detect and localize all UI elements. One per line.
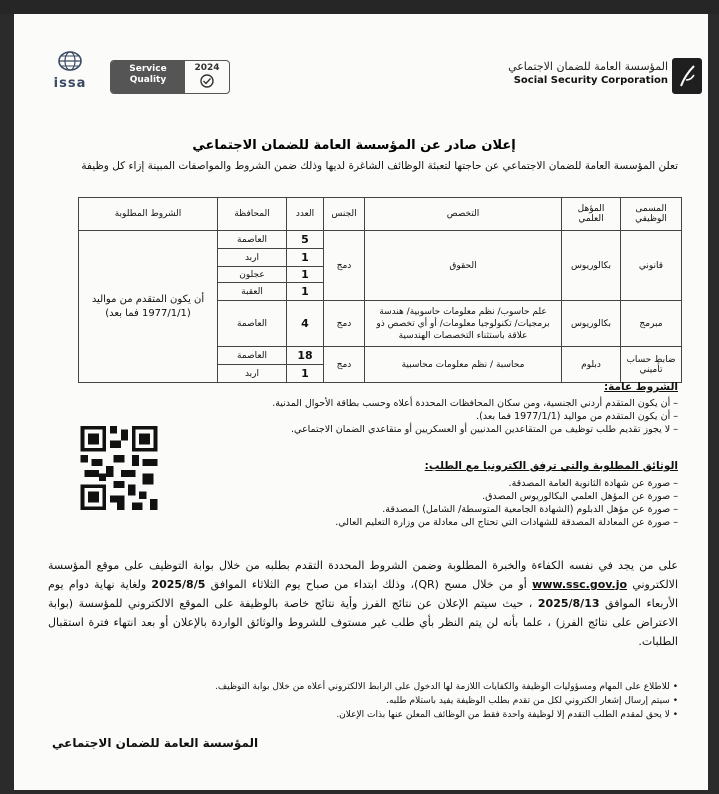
- documents-heading: الوثائق المطلوبة والتي ترفق الكترونيا مع الطلب:: [424, 460, 678, 472]
- job-title: ضابط حساب تأميني: [621, 347, 682, 383]
- start-date: 2025/8/5: [151, 578, 206, 591]
- announcement-page: [14, 14, 708, 790]
- website-link[interactable]: www.ssc.gov.jo: [532, 578, 628, 591]
- col-header-governorate: المحافظة: [218, 198, 287, 231]
- col-header-title: المسمى الوظيفي: [621, 198, 682, 231]
- table-row: [79, 231, 682, 249]
- general-conditions-heading: الشروط عامة:: [603, 381, 678, 393]
- location-count: 1: [287, 267, 324, 283]
- location-governorate: العاصمة: [218, 347, 287, 365]
- col-header-gender: الجنس: [324, 198, 365, 231]
- notes-list: [58, 680, 678, 722]
- list-item: – صورة عن شهادة الثانوية العامة المصدقة.: [508, 478, 678, 489]
- page-title: إعلان صادر عن المؤسسة العامة للضمان الاجتماعي: [192, 138, 516, 153]
- service-quality-badge: [110, 60, 230, 94]
- service-quality-label: Service Quality: [111, 61, 185, 93]
- location-count: 1: [287, 283, 324, 301]
- col-header-conditions: الشروط المطلوبة: [79, 198, 218, 231]
- list-item: • سيتم إرسال إشعار الكتروني لكل من تقدم بطلب الوظيفة يفيد باستلام طلبه.: [386, 696, 678, 706]
- list-item: – أن يكون المتقدم أردني الجنسية، ومن سكان المحافظات المحددة أعلاه وحسب بطاقة الأحوال المدنية.: [272, 398, 678, 409]
- location-governorate: العقبة: [218, 283, 287, 301]
- list-item: – أن يكون المتقدم من مواليد (1977/1/1 فما بعد).: [476, 411, 678, 422]
- location-governorate: عجلون: [218, 267, 287, 283]
- end-date: 2025/8/13: [537, 597, 600, 610]
- qr-code[interactable]: [80, 426, 158, 510]
- location-count: 1: [287, 249, 324, 267]
- col-header-count: العدد: [287, 198, 324, 231]
- job-specialization: محاسبة / نظم معلومات محاسبية: [365, 347, 562, 383]
- col-header-specialization: التخصص: [365, 198, 562, 231]
- issa-wordmark: issa: [53, 76, 87, 91]
- ssc-logo-text: [508, 60, 668, 86]
- issa-logo: [44, 50, 96, 94]
- globe-icon: [57, 50, 83, 72]
- job-title: مبرمج: [621, 301, 682, 347]
- signature: المؤسسة العامة للضمان الاجتماعي: [52, 736, 259, 750]
- list-item: – لا يجوز تقديم طلب توظيف من المتقاعدين المدنيين أو العسكريين أو متقاعدي الضمان الاجتماعي.: [291, 424, 678, 435]
- job-specialization: الحقوق: [365, 231, 562, 301]
- location-count: 4: [287, 301, 324, 347]
- job-qualification: بكالوريوس: [562, 231, 621, 301]
- location-count: 1: [287, 365, 324, 383]
- job-gender: دمج: [324, 301, 365, 347]
- check-badge-icon: [198, 74, 216, 88]
- location-count: 5: [287, 231, 324, 249]
- list-item: • للاطلاع على المهام ومسؤوليات الوظيفة والكفايات اللازمة لها الدخول على الرابط الالكتروني أعلاه من خلال بوابة التوظيف.: [214, 682, 678, 692]
- documents-list: [208, 477, 678, 529]
- required-conditions: أن يكون المتقدم من مواليد (1977/1/1 فما بعد): [79, 231, 218, 383]
- location-governorate: العاصمة: [218, 301, 287, 347]
- intro-text: تعلن المؤسسة العامة للضمان الاجتماعي عن حاجتها لتعبئة الوظائف الشاغرة لديها وذلك ضمن الشروط والمواصفات المبينة إزاء كل وظيفة: [81, 160, 678, 172]
- job-gender: دمج: [324, 347, 365, 383]
- job-specialization: علم حاسوب/ نظم معلومات حاسوبية/ هندسة برمجيات/ تكنولوجيا معلومات/ أو أي تخصص ذو علاقة باستثناء التخصصات الهندسية: [365, 301, 562, 347]
- location-governorate: اربد: [218, 249, 287, 267]
- job-qualification: دبلوم: [562, 347, 621, 383]
- org-name-english: Social Security Corporation: [513, 75, 668, 86]
- list-item: – صورة عن المعادلة المصدقة للشهادات التي تحتاج الى معادلة من وزارة التعليم العالي.: [335, 517, 678, 528]
- job-qualification: بكالوريوس: [562, 301, 621, 347]
- list-item: • لا يحق لمقدم الطلب التقدم إلا لوظيفة واحدة فقط من الوظائف المعلن عنها بذات الإعلان.: [336, 710, 678, 720]
- location-count: 18: [287, 347, 324, 365]
- application-paragraph: على من يجد في نفسه الكفاءة والخبرة المطلوبة وضمن الشروط المحددة التقدم بطلبه من خلال بوابة التوظيف على موقع المؤسسة الالكتروني www.ssc.gov.jo أو من خلال مسح (QR)، وذلك ابتداء من صباح يوم الثلاثاء الموافق 2025/8/5 ولغاية نهاية دوام يوم الأربعاء الموافق 2025/8/13 ، حيث سيتم الإعلان عن نتائج الفرز وأية نتائج خاصة بالوظيفة على الموقع الالكتروني للمؤسسة (بوابة الاعتراض على نتائج الفرز) ، علما بأنه لن يتم النظر بأي طلب غير مستوف للشروط والوثائق الواردة بالإعلان أو بعد انتهاء فترة استقبال الطلبات.: [48, 559, 679, 648]
- org-name-arabic: المؤسسة العامة للضمان الاجتماعي: [508, 60, 668, 73]
- job-gender: دمج: [324, 231, 365, 301]
- service-quality-year-box: [185, 61, 229, 93]
- table-header-row: [79, 198, 682, 231]
- top-dark-bar: [0, 0, 719, 14]
- location-governorate: اربد: [218, 365, 287, 383]
- general-conditions-list: [118, 397, 678, 436]
- ssc-emblem-icon: [672, 58, 702, 94]
- list-item: – صورة عن مؤهل الدبلوم (الشهادة الجامعية المتوسطة/ الشامل) المصدقة.: [382, 504, 678, 515]
- col-header-qualification: المؤهل العلمي: [562, 198, 621, 231]
- jobs-table: [78, 197, 682, 383]
- location-governorate: العاصمة: [218, 231, 287, 249]
- list-item: – صورة عن المؤهل العلمي البكالوريوس المصدق.: [482, 491, 678, 502]
- job-title: قانوني: [621, 231, 682, 301]
- service-quality-year: 2024: [194, 63, 220, 73]
